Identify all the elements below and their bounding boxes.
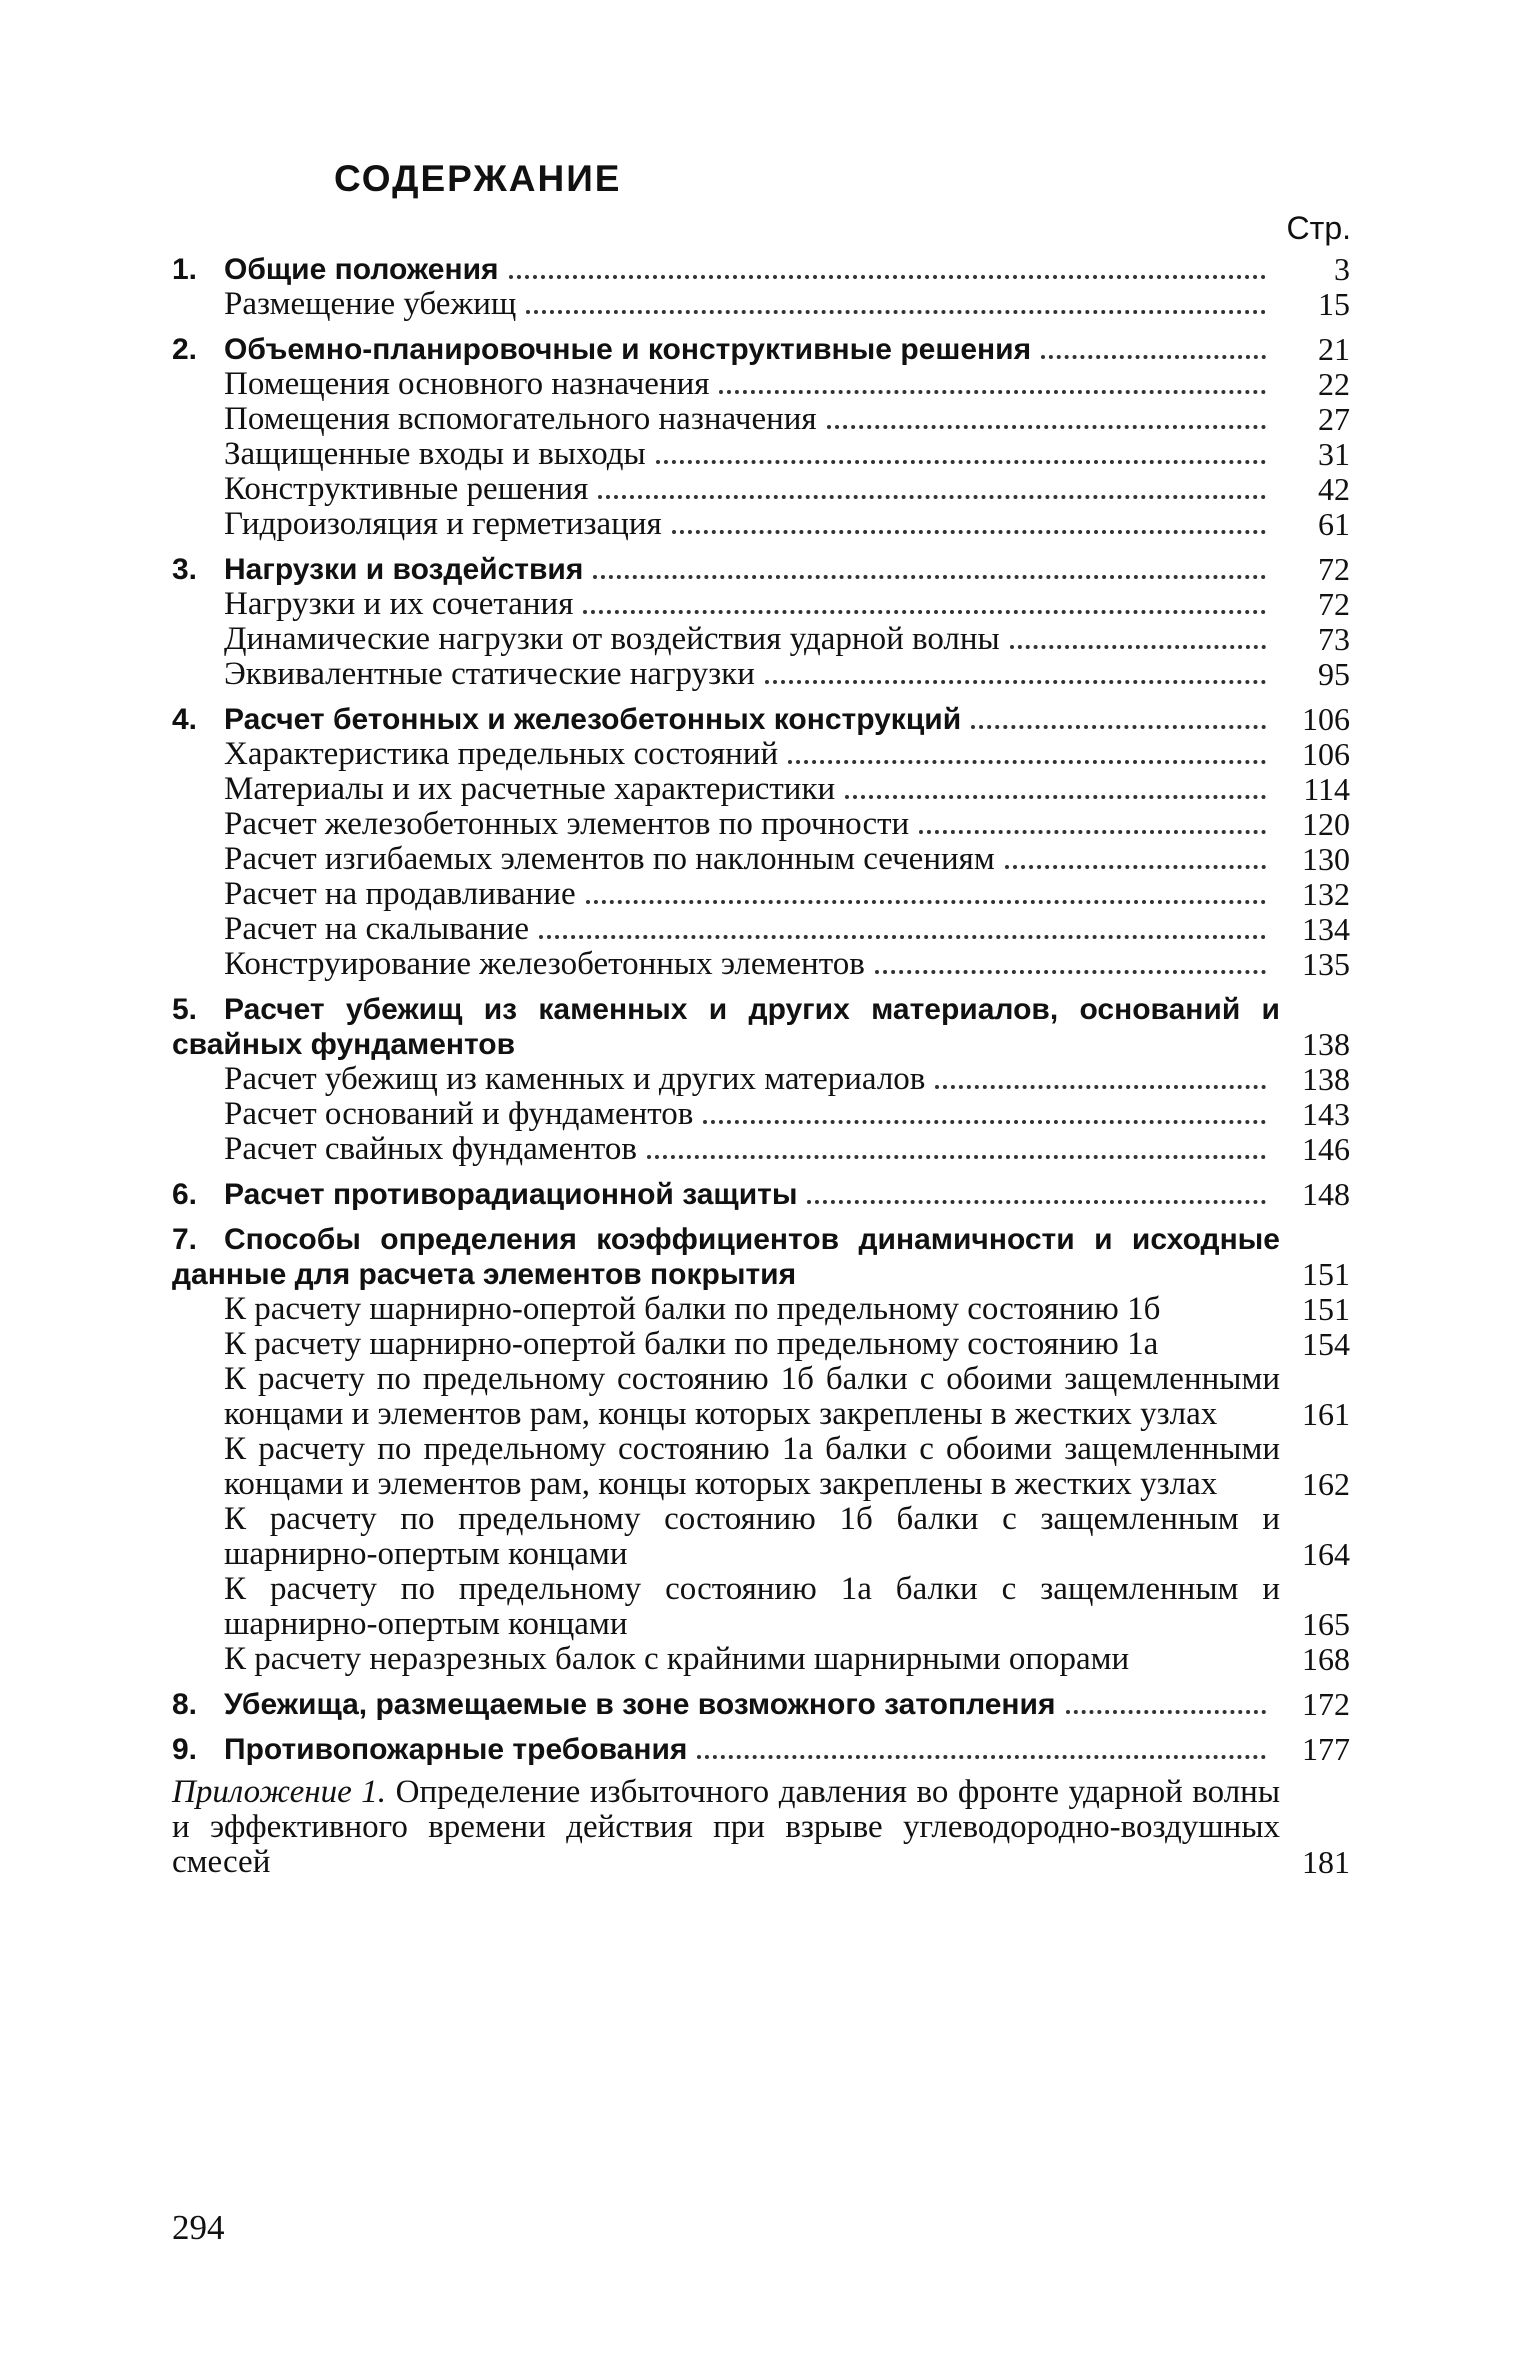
entry-page: 120 [1302, 806, 1350, 842]
entry-page: 21 [1318, 331, 1350, 367]
entry-page: 143 [1302, 1096, 1350, 1132]
toc-subsection [172, 1327, 1350, 1362]
toc-section [172, 1222, 1350, 1292]
toc-section [172, 552, 1350, 587]
entry-title: Защищенные входы и выходы [224, 436, 646, 472]
dot-leader [1066, 1710, 1267, 1714]
toc-subsection [172, 1432, 1350, 1502]
dot-leader [875, 970, 1266, 974]
dot-leader [598, 495, 1266, 499]
dot-leader [539, 935, 1266, 939]
section-number: 2. [172, 333, 198, 366]
entry-title: Общие положения [224, 253, 499, 286]
entry-page: 165 [1302, 1606, 1350, 1642]
section-number: 8. [172, 1688, 198, 1721]
entry-page: 134 [1302, 911, 1350, 947]
entry-page: 164 [1302, 1536, 1350, 1572]
entry-page: 130 [1302, 841, 1350, 877]
dot-leader [656, 460, 1266, 464]
toc-subsection [172, 1502, 1350, 1572]
entry-page: 161 [1302, 1396, 1350, 1432]
toc-subsection [172, 472, 1350, 507]
spacer [172, 1167, 1350, 1177]
section-number: 3. [172, 553, 198, 586]
appendix-label: Приложение 1. [172, 1774, 387, 1810]
entry-title: Характеристика предельных состояний [224, 736, 779, 772]
entry-title: Конструирование железобетонных элементов [224, 946, 865, 982]
toc-subsection [172, 807, 1350, 842]
entry-page: 135 [1302, 946, 1350, 982]
toc-subsection [172, 507, 1350, 542]
dot-leader [647, 1155, 1266, 1159]
dot-leader [586, 900, 1266, 904]
section-number: 1. [172, 253, 198, 286]
section-number: 6. [172, 1178, 198, 1211]
toc-section [172, 252, 1350, 287]
entry-page: 73 [1318, 621, 1350, 657]
toc-subsection [172, 622, 1350, 657]
entry-title: Убежища, размещаемые в зоне возможного затопления [224, 1688, 1056, 1721]
toc-subsection [172, 367, 1350, 402]
dot-leader [1010, 645, 1266, 649]
page-column-header: Стр. [1286, 210, 1351, 246]
entry-title: Нагрузки и воздействия [224, 553, 584, 586]
table-of-contents [172, 252, 1350, 1880]
entry-title: Расчет изгибаемых элементов по наклонным сечениям [224, 841, 995, 877]
spacer [172, 1677, 1350, 1687]
dot-leader [583, 610, 1266, 614]
entry-page: 31 [1318, 436, 1350, 472]
entry-title: Способы определения коэффициентов динамичности и исходные данные для расчета элементов покрытия [172, 1223, 1280, 1291]
dot-leader [593, 575, 1266, 579]
appendix-title: Определение избыточного давления во фронте ударной волны и эффективного времени действия при взрыве углеводородно-воздушных смесей [172, 1774, 1281, 1880]
dot-leader [672, 530, 1266, 534]
entry-page: 106 [1302, 736, 1350, 772]
dot-leader [719, 390, 1266, 394]
entry-page: 72 [1318, 551, 1350, 587]
entry-page: 168 [1302, 1641, 1350, 1677]
entry-title: Расчет на скалывание [224, 911, 529, 947]
entry-page: 27 [1318, 401, 1350, 437]
dot-leader [971, 725, 1266, 729]
entry-page: 95 [1318, 656, 1350, 692]
spacer [172, 1722, 1350, 1732]
dot-leader [827, 425, 1266, 429]
entry-page: 42 [1318, 471, 1350, 507]
toc-subsection [172, 287, 1350, 322]
entry-page: 114 [1303, 771, 1350, 807]
toc-subsection [172, 1362, 1350, 1432]
entry-page: 154 [1302, 1326, 1350, 1362]
entry-title: К расчету по предельному состоянию 1а балки с обоими защемленными концами и элементов рам, концы которых закреплены в жестких узлах [224, 1431, 1280, 1502]
toc-subsection [172, 657, 1350, 692]
toc-subsection [172, 587, 1350, 622]
entry-title: К расчету по предельному состоянию 1б балки с обоими защемленными концами и элементов рам, концы которых закреплены в жестких узлах [224, 1361, 1280, 1432]
section-number: 7. [172, 1223, 198, 1256]
entry-title: Расчет свайных фундаментов [224, 1131, 637, 1167]
toc-subsection [172, 737, 1350, 772]
entry-page: 146 [1302, 1131, 1350, 1167]
toc-subsection [172, 947, 1350, 982]
entry-title: Материалы и их расчетные характеристики [224, 771, 836, 807]
toc-subsection [172, 1062, 1350, 1097]
entry-title: Помещения основного назначения [224, 366, 710, 402]
entry-title: К расчету по предельному состоянию 1а балки с защемленным и шарнирно-опертым концами [224, 1571, 1280, 1642]
dot-leader [1041, 355, 1266, 359]
dot-leader [703, 1120, 1266, 1124]
section-number: 5. [172, 993, 198, 1026]
entry-title: Расчет железобетонных элементов по прочности [224, 806, 910, 842]
entry-page: 61 [1318, 506, 1350, 542]
toc-subsection [172, 912, 1350, 947]
entry-title: Расчет оснований и фундаментов [224, 1096, 694, 1132]
section-number: 4. [172, 703, 198, 736]
entry-title: К расчету по предельному состоянию 1б балки с защемленным и шарнирно-опертым концами [224, 1501, 1280, 1572]
entry-page: 172 [1302, 1686, 1350, 1722]
entry-title: Расчет убежищ из каменных и других материалов, оснований и свайных фундаментов [172, 993, 1280, 1061]
spacer [172, 1212, 1350, 1222]
entry-title: Эквивалентные статические нагрузки [224, 656, 755, 692]
spacer [172, 322, 1350, 332]
dot-leader [845, 795, 1266, 799]
entry-title: Расчет противорадиационной защиты [224, 1178, 798, 1211]
toc-subsection [172, 1292, 1350, 1327]
spacer [172, 542, 1350, 552]
entry-title: Размещение убежищ [224, 286, 517, 322]
dot-leader [765, 680, 1266, 684]
toc-subsection [172, 402, 1350, 437]
entry-page: 106 [1302, 701, 1350, 737]
entry-page: 177 [1302, 1731, 1350, 1767]
entry-page: 151 [1302, 1291, 1350, 1327]
spacer [172, 982, 1350, 992]
page-number: 294 [172, 2208, 225, 2247]
toc-subsection [172, 877, 1350, 912]
entry-page: 3 [1334, 251, 1350, 287]
toc-section [172, 332, 1350, 367]
toc-section [172, 992, 1350, 1062]
entry-title: Помещения вспомогательного назначения [224, 401, 817, 437]
entry-title: Расчет бетонных и железобетонных конструкций [224, 703, 962, 736]
toc-subsection [172, 1642, 1350, 1677]
toc-subsection [172, 772, 1350, 807]
entry-page: 181 [1302, 1844, 1350, 1880]
page-title: СОДЕРЖАНИЕ [334, 158, 622, 199]
toc-section [172, 702, 1350, 737]
entry-title: Расчет убежищ из каменных и других материалов [224, 1061, 926, 1097]
entry-title: Противопожарные требования [224, 1733, 688, 1766]
dot-leader [807, 1200, 1266, 1204]
entry-title: Расчет на продавливание [224, 876, 576, 912]
entry-title: Объемно-планировочные и конструктивные решения [224, 333, 1032, 366]
section-number: 9. [172, 1733, 198, 1766]
toc-subsection [172, 1572, 1350, 1642]
entry-page: 15 [1318, 286, 1350, 322]
spacer [172, 692, 1350, 702]
toc-subsection [172, 842, 1350, 877]
toc-appendix [172, 1775, 1350, 1880]
dot-leader [509, 275, 1266, 279]
dot-leader [697, 1755, 1266, 1759]
entry-title: Гидроизоляция и герметизация [224, 506, 662, 542]
entry-page: 148 [1302, 1176, 1350, 1212]
toc-subsection [172, 1097, 1350, 1132]
dot-leader [1005, 865, 1266, 869]
entry-page: 162 [1302, 1466, 1350, 1502]
entry-title: К расчету шарнирно-опертой балки по предельному состоянию 1б [224, 1291, 1161, 1327]
entry-page: 138 [1302, 1061, 1350, 1097]
entry-page: 138 [1302, 1026, 1350, 1062]
entry-title: Динамические нагрузки от воздействия ударной волны [224, 621, 1000, 657]
entry-page: 151 [1302, 1256, 1350, 1292]
entry-page: 132 [1302, 876, 1350, 912]
entry-page: 72 [1318, 586, 1350, 622]
dot-leader [788, 760, 1266, 764]
dot-leader [935, 1085, 1266, 1089]
entry-title: Нагрузки и их сочетания [224, 586, 574, 622]
entry-title: К расчету шарнирно-опертой балки по предельному состоянию 1а [224, 1326, 1159, 1362]
entry-title: К расчету неразрезных балок с крайними шарнирными опорами [224, 1641, 1130, 1677]
toc-subsection [172, 1132, 1350, 1167]
toc-section [172, 1177, 1350, 1212]
entry-title: Конструктивные решения [224, 471, 589, 507]
dot-leader [919, 830, 1266, 834]
toc-subsection [172, 437, 1350, 472]
entry-page: 22 [1318, 366, 1350, 402]
dot-leader [526, 310, 1266, 314]
toc-section [172, 1732, 1350, 1767]
toc-section [172, 1687, 1350, 1722]
